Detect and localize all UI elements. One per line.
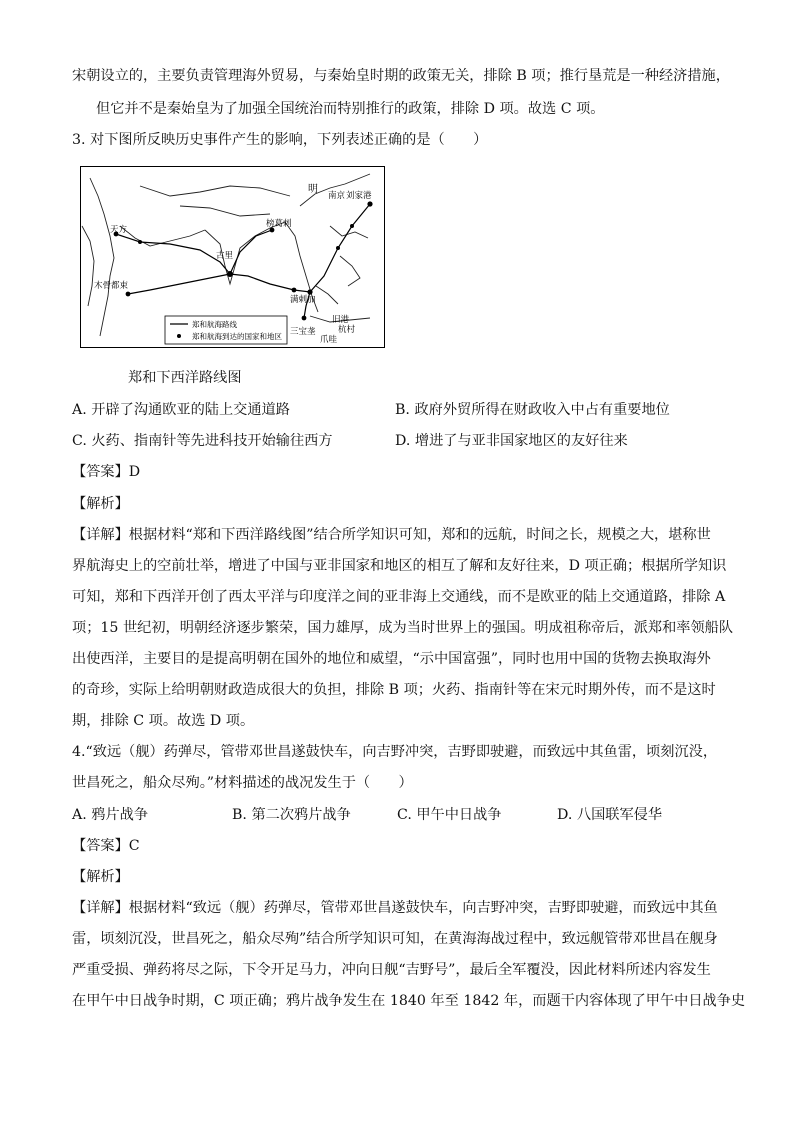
zhenghe-voyage-map xyxy=(80,166,385,348)
q3-answer-value: D xyxy=(128,464,141,480)
q4-analysis-tag: 【解析】 xyxy=(72,869,129,885)
q3-option-b: B. 政府外贸所得在财政收入中占有重要地位 xyxy=(395,402,670,418)
q4-answer-value: C xyxy=(128,838,140,854)
q3-detail-line: 可知，郑和下西洋开创了西太平洋与印度洋之间的亚非海上交通线，而不是欧亚的陆上交通道路，排除 A xyxy=(72,589,726,605)
q4-detail-line: 雷，顷刻沉没，世昌死之，船众尽殉”结合所学知识可知，在黄海海战过程中，致远舰管带邓世昌在舰身 xyxy=(72,931,718,947)
q3-detail-line: 项；15 世纪初，明朝经济逐步繁荣，国力雄厚，成为当时世界上的强国。明成祖称帝后，派郑和率领船队 xyxy=(72,620,734,636)
q3-detail-line: 期，排除 C 项。故选 D 项。 xyxy=(72,713,255,729)
map-label-nanjing: 南京 xyxy=(328,191,346,201)
map-label-jiuguo: 旧港 xyxy=(332,315,350,325)
q3-detail-line: 界航海史上的空前壮举，增进了中国与亚非国家和地区的相互了解和友好往来，D 项正确；根据所学知识 xyxy=(72,558,727,574)
q4-answer-tag: 【答案】 xyxy=(72,838,129,854)
q3-answer-tag: 【答案】 xyxy=(72,464,129,480)
q4-detail-line: 严重受损、弹药将尽之际，下令开足马力，冲向日舰“吉野号”，最后全军覆没，因此材料所述内容发生 xyxy=(72,962,711,978)
q4-answer xyxy=(72,836,140,856)
map-label-manlajia: 满剌加 xyxy=(290,295,316,305)
q3-detail-line: 的奇珍，实际上给明朝财政造成很大的负担，排除 B 项；火药、指南针等在宋元时期外传，而不是这时 xyxy=(72,682,716,698)
para1-line1: 宋朝设立的，主要负责管理海外贸易，与秦始皇时期的政策无关，排除 B 项；推行垦荒是一种经济措施， xyxy=(72,68,730,84)
q4-option-b: B. 第二次鸦片战争 xyxy=(232,807,351,823)
q4-option-c: C. 甲午中日战争 xyxy=(397,807,502,823)
map-label-guli: 古里 xyxy=(216,251,234,261)
para1-line2: 但它并不是秦始皇为了加强全国统治而特别推行的政策，排除 D 项。故选 C 项。 xyxy=(96,101,605,117)
q3-option-a: A. 开辟了沟通欧亚的陆上交通道路 xyxy=(72,402,290,418)
q3-detail-line: 【详解】根据材料“郑和下西洋路线图”结合所学知识可知，郑和的远航，时间之长，规模之大，堪称世 xyxy=(72,527,711,543)
q3-answer xyxy=(72,462,140,482)
q4-option-a: A. 鸦片战争 xyxy=(72,807,149,823)
q4-detail-line: 在甲午中日战争时期，C 项正确；鸦片战争发生在 1840 年至 1842 年，而题干内容体现了甲午中日战争史 xyxy=(72,993,746,1009)
q4-option-d: D. 八国联军侵华 xyxy=(557,807,663,823)
map-caption: 郑和下西洋路线图 xyxy=(128,370,242,386)
map-label-banggela: 榜葛剌 xyxy=(266,219,292,229)
q3-detail-line: 出使西洋，主要目的是提高明朝在国外的地位和威望，“示中国富强”，同时也用中国的货物去换取海外 xyxy=(72,651,711,667)
q3-option-c: C. 火药、指南针等先进科技开始输往西方 xyxy=(72,433,333,449)
map-label-sanbao: 杭村 xyxy=(338,325,356,335)
map-label-ming: 明 xyxy=(308,184,318,195)
map-label-tianfang: 天方 xyxy=(110,225,128,235)
q4-stem-line2: 世昌死之，船众尽殉。”材料描述的战况发生于（ ） xyxy=(72,775,413,791)
q4-detail-line: 【详解】根据材料“致远（舰）药弹尽，管带邓世昌遂鼓快车，向吉野冲突，吉野即驶避，而致远中其鱼 xyxy=(72,900,718,916)
legend-route-label: 郑和航海路线 xyxy=(192,320,237,329)
q4-stem-line1: 4.“致远（舰）药弹尽，管带邓世昌遂鼓快车，向吉野冲突，吉野即驶避，而致远中其鱼雷，顷刻沉没， xyxy=(72,744,718,760)
map-label-liujiagang: 刘家港 xyxy=(346,191,372,201)
map-label-jiulong: 爪哇 xyxy=(320,335,338,345)
q3-analysis-tag: 【解析】 xyxy=(72,496,129,512)
q3-stem: 3. 对下图所反映历史事件产生的影响，下列表述正确的是（ ） xyxy=(72,132,488,148)
q3-option-d: D. 增进了与亚非国家地区的友好往来 xyxy=(395,433,628,449)
map-label-sanbaolong: 三宝垄 xyxy=(290,327,316,337)
legend-places-label: 郑和航海到达的国家和地区 xyxy=(192,332,282,341)
map-label-mugudushu: 木骨都束 xyxy=(94,281,129,291)
